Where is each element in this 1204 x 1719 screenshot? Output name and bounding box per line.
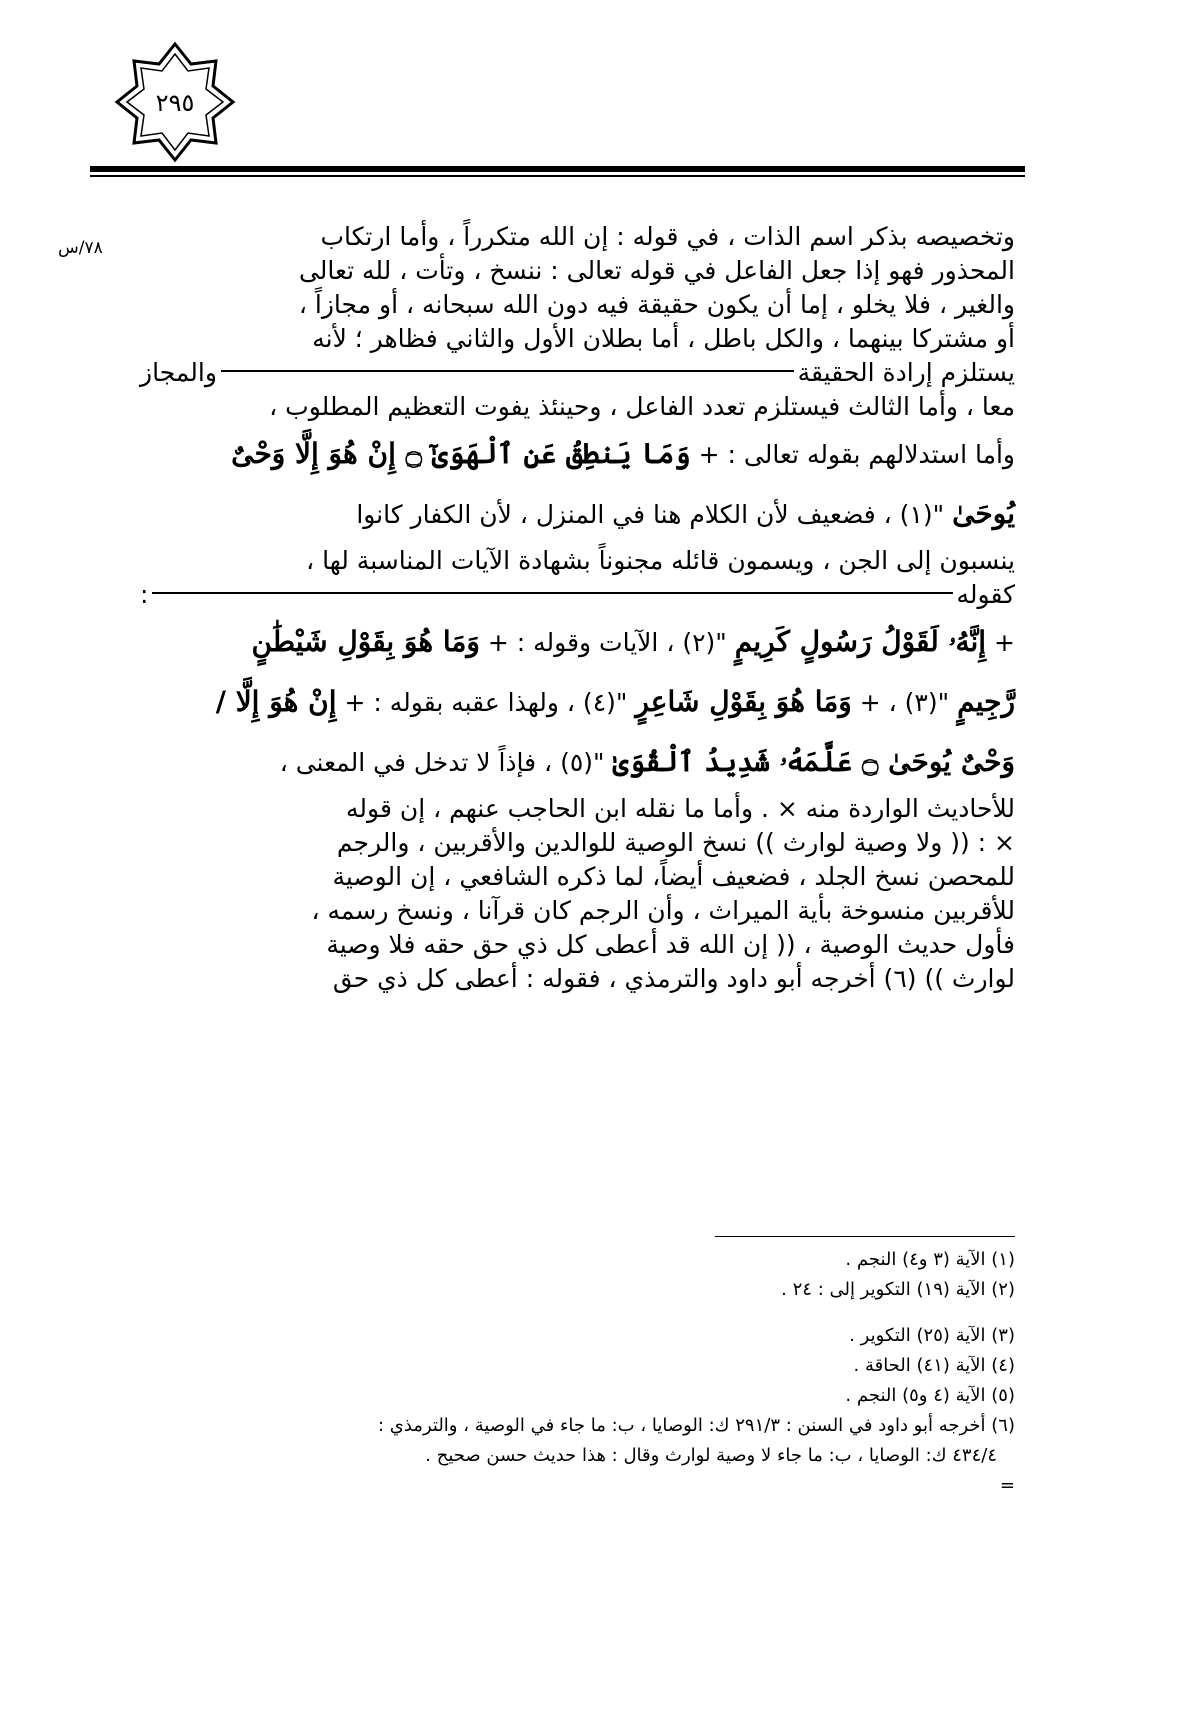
quran-verse: وَمَا يَنطِقُ عَنِ ٱلْهَوَىٰٓ ۝ إِنْ هُوَ إِلَّا وَحْىٌ [231, 437, 691, 470]
footnote-separator [715, 1236, 1015, 1237]
main-text [140, 220, 1015, 996]
stretched-line [140, 356, 1015, 390]
footnote: (٣) الآية (٢٥) التكوير . [849, 1325, 1015, 1346]
page-number-badge [105, 40, 245, 165]
kashida-fill [221, 356, 794, 372]
text-fragment: "(١) ، فضعيف لأن الكلام هنا في المنزل ، لأن الكفار كانوا [356, 500, 945, 529]
text-fragment: + [994, 628, 1015, 657]
verse-line [140, 732, 1015, 792]
quran-verse: إِنَّهُۥ لَقَوْلُ رَسُولٍ كَرِيمٍ [734, 625, 987, 658]
text-line: للمحصن نسخ الجلد ، فضعيف أيضاً، لما ذكره الشافعي ، إن الوصية [332, 862, 1015, 891]
text-fragment: "(٣) ، + [859, 688, 950, 717]
quran-verse: إِنْ هُوَ إِلَّا / [215, 685, 337, 718]
text-fragment: كقوله [956, 580, 1015, 609]
text-line: فأول حديث الوصية ، (( إن الله قد أعطى كل ذي حق حقه فلا وصية [326, 930, 1015, 959]
verse-line [140, 424, 1015, 484]
text-line: × : (( ولا وصية لوارث )) نسخ الوصية للوالدين والأقربين ، والرجم [336, 828, 1015, 857]
footnote-continuation: ٤٣٤/٤ ك: الوصايا ، ب: ما جاء لا وصية لوارث وقال : هذا حديث حسن صحيح . [425, 1445, 997, 1466]
text-fragment: : [140, 580, 149, 609]
quran-verse: وَحْىٌ يُوحَىٰ ۝ عَلَّمَهُۥ شَدِيدُ ٱلْقُوَىٰ [612, 745, 1015, 778]
text-line: للأقربين منسوخة بأية الميراث ، وأن الرجم كان قرآنا ، ونسخ رسمه ، [311, 896, 1015, 925]
text-fragment: والمجاز [140, 358, 217, 387]
footnote: (٢) الآية (١٩) التكوير إلى : ٢٤ . [781, 1279, 1015, 1300]
text-fragment: "(٤) ، ولهذا عقبه بقوله : + [344, 688, 628, 717]
text-line: للأحاديث الواردة منه × . وأما ما نقله ابن الحاجب عنهم ، إن قوله [346, 794, 1015, 823]
footnote: (٥) الآية (٤ و٥) النجم . [845, 1385, 1015, 1406]
footnote: (٤) الآية (٤١) الحاقة . [853, 1355, 1015, 1376]
text-line: والغير ، فلا يخلو ، إما أن يكون حقيقة فيه دون الله سبحانه ، أو مجازاً ، [298, 290, 1015, 319]
text-fragment: "(٥) ، فإذاً لا تدخل في المعنى ، [279, 748, 605, 777]
quran-verse: يُوحَىٰ [952, 497, 1015, 530]
text-fragment: "(٢) ، الآيات وقوله : + [487, 628, 727, 657]
quran-verse: وَمَا هُوَ بِقَوْلِ شَيْطَٰنٍ [251, 625, 480, 658]
verse-line [140, 484, 1015, 544]
text-fragment: وأما استدلالهم بقوله تعالى : + [698, 440, 1015, 469]
footnote: (٦) أخرجه أبو داود في السنن : ٢٩١/٣ ك: الوصايا ، ب: ما جاء في الوصية ، والترمذي : [377, 1415, 1015, 1436]
text-line: المحذور فهو إذا جعل الفاعل في قوله تعالى : ننسخ ، وتأت ، لله تعالى [298, 256, 1015, 285]
footnotes [140, 1245, 1015, 1501]
verse-line [140, 612, 1015, 672]
footnote: (١) الآية (٣ و٤) النجم . [845, 1249, 1015, 1270]
text-line: أو مشتركا بينهما ، والكل باطل ، أما بطلان الأول والثاني فظاهر ؛ لأنه [312, 324, 1015, 353]
kashida-fill [152, 578, 952, 594]
quran-verse: رَّجِيمٍ [957, 685, 1015, 718]
text-line: لوارث )) (٦) أخرجه أبو داود والترمذي ، فقوله : أعطى كل ذي حق [332, 964, 1015, 993]
verse-line [140, 672, 1015, 732]
text-line: معا ، وأما الثالث فيستلزم تعدد الفاعل ، وحينئذ يفوت التعظيم المطلوب ، [269, 392, 1015, 421]
header-rule-thick [90, 166, 1025, 172]
text-fragment: يستلزم إرادة الحقيقة [797, 358, 1015, 387]
quran-verse: وَمَا هُوَ بِقَوْلِ شَاعِرٍ [635, 685, 852, 718]
page-number: ٢٩٥ [155, 88, 195, 117]
footnote-continued-marker: = [999, 1475, 1015, 1496]
text-line: ينسبون إلى الجن ، ويسمون قائله مجنوناً بشهادة الآيات المناسبة لها ، [306, 546, 1015, 575]
header-rule-thin [90, 175, 1025, 177]
margin-manuscript-note: ٧٨/س [58, 238, 103, 258]
text-line: وتخصيصه بذكر اسم الذات ، في قوله : إن الله متكرراً ، وأما ارتكاب [320, 222, 1015, 251]
stretched-line [140, 578, 1015, 612]
